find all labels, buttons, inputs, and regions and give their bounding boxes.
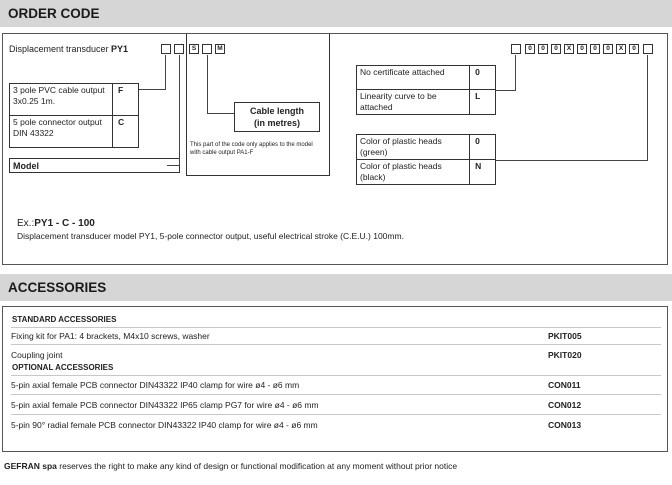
color-option-code: N bbox=[470, 160, 496, 185]
cert-option-row bbox=[357, 66, 496, 90]
code-box-cert bbox=[511, 44, 521, 54]
output-option-code: F bbox=[113, 84, 139, 116]
order-code-panel bbox=[2, 33, 668, 265]
code-box-output bbox=[161, 44, 171, 54]
connector-line bbox=[165, 55, 166, 89]
connector-line bbox=[207, 55, 208, 113]
accessory-row bbox=[11, 400, 661, 410]
separator bbox=[11, 375, 661, 376]
cert-options-table bbox=[356, 65, 496, 115]
output-option-label: 3 pole PVC cable output 3x0.25 1m. bbox=[10, 84, 113, 116]
connector-line bbox=[496, 160, 648, 161]
code-box-digit: 0 bbox=[590, 44, 600, 54]
accessories-header: ACCESSORIES bbox=[0, 274, 672, 301]
accessory-row bbox=[11, 331, 661, 341]
connector-line bbox=[167, 165, 180, 166]
color-option-code: 0 bbox=[470, 135, 496, 160]
connector-line bbox=[139, 89, 166, 90]
accessory-code: CON011 bbox=[548, 380, 581, 390]
code-box-digit: X bbox=[616, 44, 626, 54]
cert-option-code: 0 bbox=[470, 66, 496, 90]
accessory-desc: Coupling joint bbox=[11, 350, 63, 360]
separator bbox=[11, 327, 661, 328]
example-description: Displacement transducer model PY1, 5-pole connector output, useful electrical stroke (C.E.U.) 100mm. bbox=[17, 231, 404, 241]
code-box-digit: 0 bbox=[538, 44, 548, 54]
standard-accessories-title: STANDARD ACCESSORIES bbox=[12, 315, 117, 324]
connector-line bbox=[496, 90, 516, 91]
output-option-row bbox=[10, 116, 139, 148]
connector-line bbox=[515, 55, 516, 91]
footer-company: GEFRAN spa bbox=[4, 461, 57, 471]
cert-option-row bbox=[357, 90, 496, 115]
footer-text: reserves the right to make any kind of design or functional modification at any moment without prior notice bbox=[56, 461, 458, 471]
cert-option-code: L bbox=[470, 90, 496, 115]
accessory-row bbox=[11, 380, 661, 390]
model-box: Model bbox=[9, 158, 180, 173]
product-name: PY1 bbox=[111, 44, 129, 54]
accessory-code: PKIT005 bbox=[548, 331, 582, 341]
code-box-digit: 0 bbox=[551, 44, 561, 54]
connector-line bbox=[179, 55, 180, 165]
code-box-color bbox=[643, 44, 653, 54]
output-options-table bbox=[9, 83, 139, 148]
example-line bbox=[17, 218, 95, 229]
accessory-code: PKIT020 bbox=[548, 350, 582, 360]
accessory-desc: 5-pin axial female PCB connector DIN43322 IP40 clamp for wire ø4 - ø6 mm bbox=[11, 380, 300, 390]
output-option-row bbox=[10, 84, 139, 116]
accessory-desc: 5-pin 90° radial female PCB connector DIN43322 IP40 clamp for wire ø4 - ø6 mm bbox=[11, 420, 318, 430]
separator bbox=[11, 344, 661, 345]
example-prefix: Ex.: bbox=[17, 218, 35, 229]
optional-accessories-title: OPTIONAL ACCESSORIES bbox=[12, 363, 114, 372]
code-box-digit: X bbox=[564, 44, 574, 54]
color-options-table bbox=[356, 134, 496, 185]
accessory-code: CON012 bbox=[548, 400, 582, 410]
color-option-row bbox=[357, 135, 496, 160]
code-box-digit: 0 bbox=[603, 44, 613, 54]
output-option-label: 5 pole connector output DIN 43322 bbox=[10, 116, 113, 148]
footer-note bbox=[4, 461, 457, 471]
connector-line bbox=[207, 113, 235, 114]
cert-option-label: Linearity curve to be attached bbox=[357, 90, 470, 115]
accessory-code: CON013 bbox=[548, 420, 582, 430]
accessory-row bbox=[11, 420, 661, 430]
code-box-digit: 0 bbox=[629, 44, 639, 54]
accessory-desc: 5-pin axial female PCB connector DIN43322 IP65 clamp PG7 for wire ø4 - ø6 mm bbox=[11, 400, 319, 410]
product-line bbox=[9, 44, 128, 54]
code-box-digit: 0 bbox=[525, 44, 535, 54]
accessories-panel bbox=[2, 306, 668, 452]
order-code-header: ORDER CODE bbox=[0, 0, 672, 27]
code-box-m: M bbox=[215, 44, 225, 54]
accessory-desc: Fixing kit for PA1: 4 brackets, M4x10 screws, washer bbox=[11, 331, 210, 341]
accessory-row bbox=[11, 350, 661, 360]
product-prefix: Displacement transducer bbox=[9, 44, 112, 54]
separator bbox=[11, 394, 661, 395]
code-box-model bbox=[174, 44, 184, 54]
cert-option-label: No certificate attached bbox=[357, 66, 470, 90]
connector-line bbox=[647, 55, 648, 161]
example-code: PY1 - C - 100 bbox=[34, 218, 95, 229]
cable-length-box: Cable length (in metres) bbox=[234, 102, 320, 132]
cable-note: This part of the code only applies to the model with cable output PA1-F bbox=[190, 142, 313, 156]
code-box-digit: 0 bbox=[577, 44, 587, 54]
separator bbox=[11, 414, 661, 415]
color-option-row bbox=[357, 160, 496, 185]
color-option-label: Color of plastic heads (black) bbox=[357, 160, 470, 185]
color-option-label: Color of plastic heads (green) bbox=[357, 135, 470, 160]
code-box-s: S bbox=[189, 44, 199, 54]
output-option-code: C bbox=[113, 116, 139, 148]
